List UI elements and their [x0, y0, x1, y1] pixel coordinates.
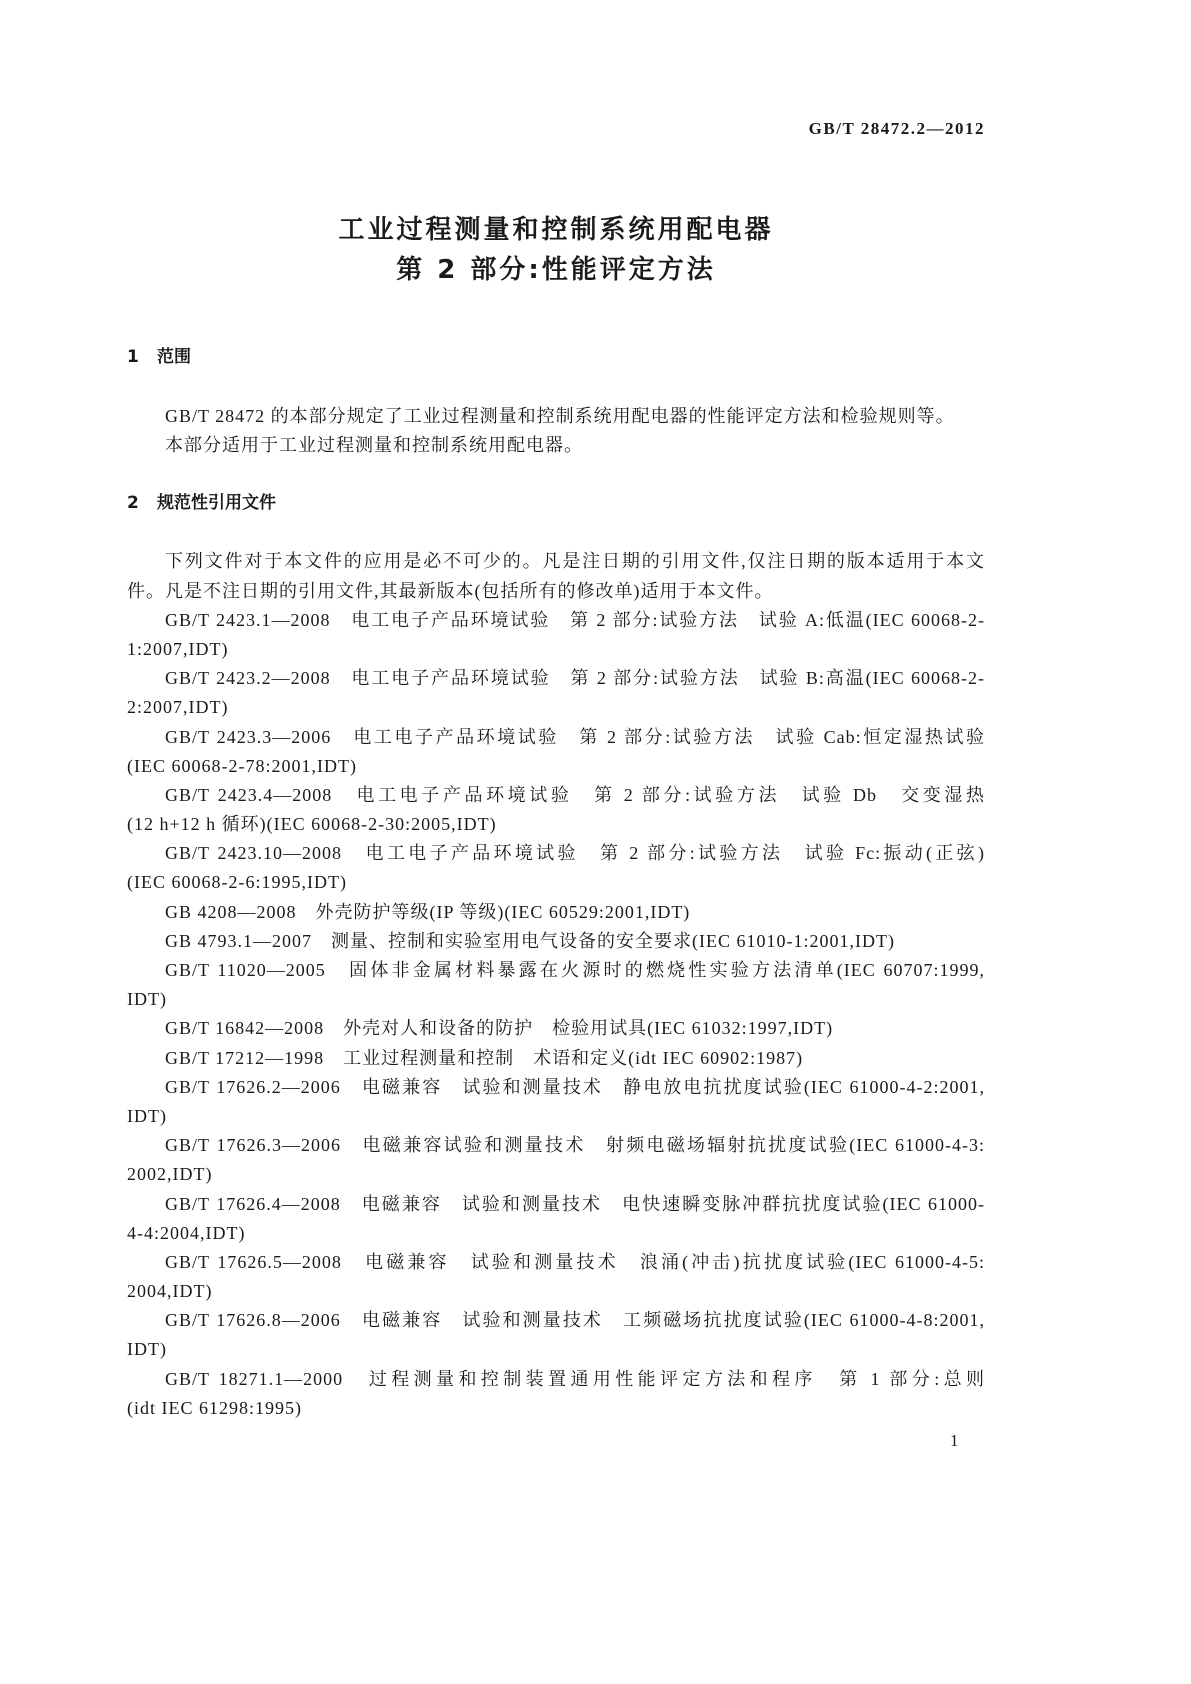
reference-entry: [127, 1306, 985, 1364]
reference-entry: [127, 927, 985, 956]
section-heading-scope: [127, 343, 985, 372]
reference-text: GB 4208—2008 外壳防护等级(IP 等级)(IEC 60529:2001,IDT): [165, 901, 691, 922]
standard-code-header: GB/T 28472.2—2012: [808, 119, 985, 138]
reference-text: GB/T 2423.3—2006 电工电子产品环境试验 第 2 部分:试验方法 试验 Cab:恒定湿热试验: [165, 726, 985, 747]
section-body-normative-references: [127, 547, 985, 1423]
reference-entry: [127, 606, 985, 664]
intro-paragraph: [127, 547, 985, 605]
reference-text: GB/T 17626.4—2008 电磁兼容 试验和测量技术 电快速瞬变脉冲群抗扰度试验(IEC 61000-: [165, 1193, 985, 1214]
reference-text: GB/T 11020—2005 固体非金属材料暴露在火源时的燃烧性实验方法清单(IEC 60707:1999,: [165, 960, 985, 980]
reference-continuation: IDT): [127, 1105, 167, 1126]
reference-continuation: (IEC 60068-2-6:1995,IDT): [127, 872, 347, 893]
reference-entry: [127, 1044, 985, 1073]
reference-continuation: 1:2007,IDT): [127, 638, 229, 659]
reference-entry: [127, 839, 985, 897]
document-title: [127, 210, 985, 290]
reference-text: GB/T 2423.10—2008 电工电子产品环境试验 第 2 部分:试验方法 试验 Fc:振动(正弦): [165, 843, 985, 864]
reference-continuation: 2004,IDT): [127, 1281, 213, 1302]
page-number: 1: [950, 1431, 959, 1450]
reference-text: GB 4793.1—2007 测量、控制和实验室用电气设备的安全要求(IEC 61010-1:2001,IDT): [165, 930, 895, 951]
reference-entry: [127, 723, 985, 781]
intro-line: 下列文件对于本文件的应用是必不可少的。凡是注日期的引用文件,仅注日期的版本适用于本文: [165, 551, 985, 572]
reference-text: GB/T 17626.5—2008 电磁兼容 试验和测量技术 浪涌(冲击)抗扰度试验(IEC 61000-4-5:: [165, 1251, 985, 1272]
reference-entry: [127, 1365, 985, 1423]
reference-text: GB/T 2423.1—2008 电工电子产品环境试验 第 2 部分:试验方法 试验 A:低温(IEC 60068-2-: [165, 609, 985, 630]
reference-entry: [127, 1073, 985, 1131]
reference-continuation: (12 h+12 h 循环)(IEC 60068-2-30:2005,IDT): [127, 814, 497, 835]
reference-entry: [127, 664, 985, 722]
reference-entry: [127, 1190, 985, 1248]
reference-continuation: IDT): [127, 989, 167, 1010]
reference-text: GB/T 17626.8—2006 电磁兼容 试验和测量技术 工频磁场抗扰度试验(IEC 61000-4-8:2001,: [165, 1310, 985, 1331]
reference-continuation: (IEC 60068-2-78:2001,IDT): [127, 755, 357, 776]
section-body-scope: [127, 402, 985, 460]
intro-line: 件。凡是不注日期的引用文件,其最新版本(包括所有的修改单)适用于本文件。: [127, 580, 774, 601]
section-number: 2: [127, 492, 139, 513]
paragraph: 本部分适用于工业过程测量和控制系统用配电器。: [165, 434, 583, 455]
paragraph: GB/T 28472 的本部分规定了工业过程测量和控制系统用配电器的性能评定方法和检验规则等。: [165, 405, 955, 426]
reference-entry: [127, 956, 985, 1014]
reference-continuation: IDT): [127, 1339, 167, 1360]
reference-text: GB/T 17626.2—2006 电磁兼容 试验和测量技术 静电放电抗扰度试验(IEC 61000-4-2:2001,: [165, 1076, 985, 1097]
title-line-main: 工业过程测量和控制系统用配电器: [338, 215, 774, 245]
reference-entry: [127, 1248, 985, 1306]
reference-entry: [127, 1131, 985, 1189]
reference-entry: [127, 898, 985, 927]
title-line-part: 第 2 部分:性能评定方法: [396, 255, 716, 285]
section-title: 规范性引用文件: [157, 492, 276, 513]
reference-text: GB/T 16842—2008 外壳对人和设备的防护 检验用试具(IEC 61032:1997,IDT): [165, 1018, 834, 1039]
reference-text: GB/T 2423.4—2008 电工电子产品环境试验 第 2 部分:试验方法 试验 Db 交变湿热: [165, 784, 985, 805]
reference-continuation: 2002,IDT): [127, 1164, 213, 1185]
reference-continuation: 2:2007,IDT): [127, 697, 229, 718]
page-content: [127, 210, 985, 1423]
section-number: 1: [127, 347, 139, 367]
reference-text: GB/T 17626.3—2006 电磁兼容试验和测量技术 射频电磁场辐射抗扰度试验(IEC 61000-4-3:: [165, 1135, 985, 1156]
section-title: 范围: [157, 347, 191, 367]
reference-continuation: 4-4:2004,IDT): [127, 1222, 246, 1243]
reference-entry: [127, 1014, 985, 1043]
reference-text: GB/T 2423.2—2008 电工电子产品环境试验 第 2 部分:试验方法 试验 B:高温(IEC 60068-2-: [165, 668, 985, 689]
reference-text: GB/T 17212—1998 工业过程测量和控制 术语和定义(idt IEC 60902:1987): [165, 1047, 804, 1068]
reference-text: GB/T 18271.1—2000 过程测量和控制装置通用性能评定方法和程序 第 1 部分:总则: [165, 1368, 985, 1389]
section-heading-normative-references: [127, 489, 985, 518]
reference-entry: [127, 781, 985, 839]
reference-continuation: (idt IEC 61298:1995): [127, 1397, 302, 1418]
